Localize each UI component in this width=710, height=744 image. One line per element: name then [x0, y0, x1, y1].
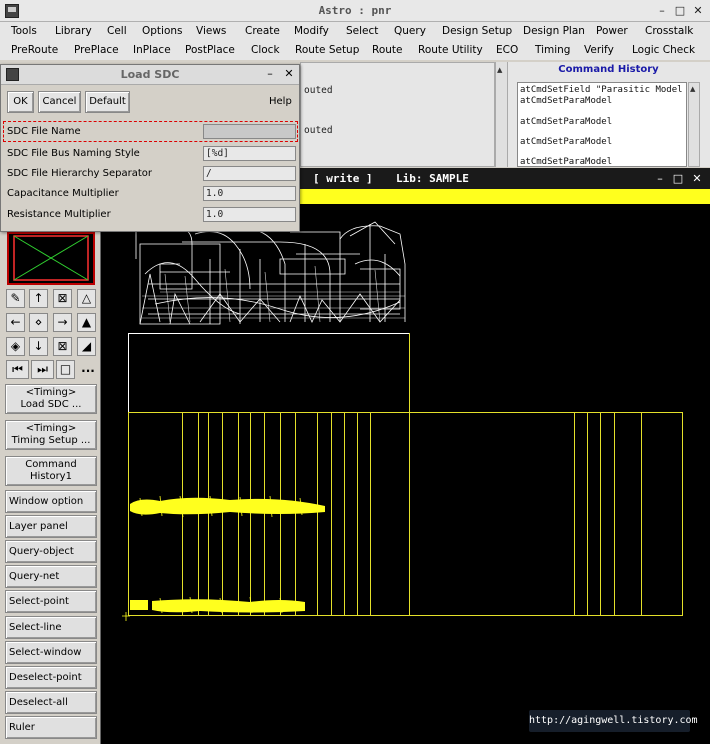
select-point-button[interactable]: Select-point	[5, 590, 97, 613]
command-history-line1: Command	[25, 459, 77, 470]
layout-maximize-icon[interactable]: □	[672, 172, 684, 185]
query-net-button[interactable]: Query-net	[5, 565, 97, 588]
dialog-title: Load SDC	[120, 68, 180, 81]
load-sdc-line1: <Timing>	[25, 387, 77, 398]
capacitance-multiplier-label: Capacitance Multiplier	[7, 188, 119, 199]
load-sdc-line2: Load SDC ...	[20, 399, 82, 410]
command-history-title: Command History	[558, 64, 659, 75]
menu-route-utility[interactable]: Route Utility	[418, 44, 483, 56]
sdc-file-name-field[interactable]	[203, 124, 296, 139]
menu-inplace[interactable]: InPlace	[133, 44, 171, 56]
window-option-button[interactable]: Window option	[5, 490, 97, 513]
list-item[interactable]: atCmdSetParaModel	[520, 137, 613, 147]
pan-up-icon[interactable]: ↑	[29, 289, 48, 308]
console-scrollbar[interactable]	[495, 62, 507, 167]
maximize-icon[interactable]: □	[674, 4, 686, 17]
layout-minimize-icon[interactable]: –	[657, 172, 663, 185]
menu-modify[interactable]: Modify	[294, 25, 329, 37]
load-sdc-button[interactable]	[5, 384, 97, 414]
query-object-button[interactable]: Query-object	[5, 540, 97, 563]
menu-design-plan[interactable]: Design Plan	[523, 25, 585, 37]
left-toolbar	[0, 232, 100, 744]
menu-logic-check[interactable]: Logic Check	[632, 44, 696, 56]
menu-verify[interactable]: Verify	[584, 44, 614, 56]
cross-box-icon[interactable]: ⊠	[53, 337, 72, 356]
help-button[interactable]: Help	[269, 96, 292, 107]
capacitance-multiplier-field[interactable]: 1.0	[203, 186, 296, 201]
more-icon[interactable]: ...	[81, 361, 95, 375]
menu-views[interactable]: Views	[196, 25, 227, 37]
select-line-button[interactable]: Select-line	[5, 616, 97, 639]
timing-setup-line1: <Timing>	[25, 423, 77, 434]
menu-query[interactable]: Query	[394, 25, 426, 37]
list-item[interactable]: atCmdSetField "Parasitic Model	[520, 85, 683, 95]
overview-map-graphic	[9, 234, 93, 283]
block-outline	[129, 334, 410, 413]
console-output	[300, 62, 495, 167]
menu-cell[interactable]: Cell	[107, 25, 127, 37]
timing-setup-button[interactable]	[5, 420, 97, 450]
shape-icon[interactable]: ▲	[77, 313, 96, 332]
measure-icon[interactable]: ◈	[6, 337, 25, 356]
cancel-button[interactable]: Cancel	[38, 91, 81, 113]
dialog-minimize-icon[interactable]: –	[267, 67, 273, 80]
menu-eco[interactable]: ECO	[496, 44, 519, 56]
menu-route-setup[interactable]: Route Setup	[295, 44, 360, 56]
menu-postplace[interactable]: PostPlace	[185, 44, 235, 56]
layout-lib: Lib: SAMPLE	[396, 172, 469, 185]
minimize-icon[interactable]: –	[659, 4, 665, 17]
menu-clock[interactable]: Clock	[251, 44, 280, 56]
menu-tools[interactable]: Tools	[11, 25, 37, 37]
list-item[interactable]: atCmdSetParaModel	[520, 157, 613, 167]
menu-library[interactable]: Library	[55, 25, 92, 37]
menu-options[interactable]: Options	[142, 25, 183, 37]
command-history-line2: History1	[30, 471, 72, 482]
menu-timing[interactable]: Timing	[535, 44, 571, 56]
frame-icon[interactable]: □	[56, 360, 75, 379]
overview-map[interactable]	[7, 232, 95, 285]
layout-mode: [ write ]	[313, 172, 373, 185]
fast-forward-icon[interactable]: ⏭	[31, 360, 54, 379]
fit-icon[interactable]: ⊠	[53, 289, 72, 308]
menu-power[interactable]: Power	[596, 25, 628, 37]
select-box-icon[interactable]: ⋄	[29, 313, 48, 332]
core-area	[129, 333, 683, 616]
list-item[interactable]: atCmdSetParaModel	[520, 96, 613, 106]
resistance-multiplier-field[interactable]: 1.0	[203, 207, 296, 222]
menu-create[interactable]: Create	[245, 25, 280, 37]
pan-right-icon[interactable]: →	[53, 313, 72, 332]
menu-route[interactable]: Route	[372, 44, 403, 56]
menu-preplace[interactable]: PrePlace	[74, 44, 119, 56]
hierarchy-separator-label: SDC File Hierarchy Separator	[7, 168, 152, 179]
rewind-icon[interactable]: ⏮	[6, 360, 29, 379]
scroll-up-icon[interactable]: ▲	[497, 66, 503, 74]
deselect-point-button[interactable]: Deselect-point	[5, 666, 97, 689]
scroll-up-icon[interactable]: ▲	[690, 85, 696, 93]
hierarchy-separator-field[interactable]: /	[203, 166, 296, 181]
command-history-button[interactable]	[5, 456, 97, 486]
layout-close-icon[interactable]: ✕	[692, 172, 702, 185]
ok-button[interactable]: OK	[7, 91, 34, 113]
select-window-button[interactable]: Select-window	[5, 641, 97, 664]
watermark-label: http://agingwell.tistory.com	[529, 710, 690, 732]
sdc-file-name-label: SDC File Name	[7, 126, 81, 137]
bus-naming-style-field[interactable]: [%d]	[203, 146, 296, 161]
menu-design-setup[interactable]: Design Setup	[442, 25, 513, 37]
zoom-icon[interactable]: △	[77, 289, 96, 308]
menu-crosstalk[interactable]: Crosstalk	[645, 25, 694, 37]
console-line: outed	[304, 125, 333, 136]
command-history-list[interactable]	[517, 82, 687, 167]
window-title: Astro : pnr	[318, 4, 392, 17]
list-item[interactable]: atCmdSetParaModel	[520, 117, 613, 127]
menu-bar-1	[0, 22, 710, 41]
deselect-all-button[interactable]: Deselect-all	[5, 691, 97, 714]
pan-down-icon[interactable]: ↓	[29, 337, 48, 356]
resistance-multiplier-label: Resistance Multiplier	[7, 209, 111, 220]
layer-panel-button[interactable]: Layer panel	[5, 515, 97, 538]
timing-setup-line2: Timing Setup ...	[11, 435, 91, 446]
cell-label-graphics	[136, 222, 405, 324]
menu-bar-2	[0, 41, 710, 60]
close-icon[interactable]: ✕	[693, 4, 703, 17]
console-line: outed	[304, 85, 333, 96]
edit-tool-icon[interactable]: ✎	[6, 289, 25, 308]
slope-icon[interactable]: ◢	[77, 337, 96, 356]
layout-canvas[interactable]	[100, 204, 710, 744]
pan-left-icon[interactable]: ←	[6, 313, 25, 332]
default-button[interactable]: Default	[85, 91, 130, 113]
menu-preroute[interactable]: PreRoute	[11, 44, 59, 56]
dialog-close-icon[interactable]: ✕	[284, 67, 294, 80]
menu-select[interactable]: Select	[346, 25, 379, 37]
bus-naming-style-label: SDC File Bus Naming Style	[7, 148, 140, 159]
history-scrollbar[interactable]	[688, 82, 700, 167]
ruler-button[interactable]: Ruler	[5, 716, 97, 739]
